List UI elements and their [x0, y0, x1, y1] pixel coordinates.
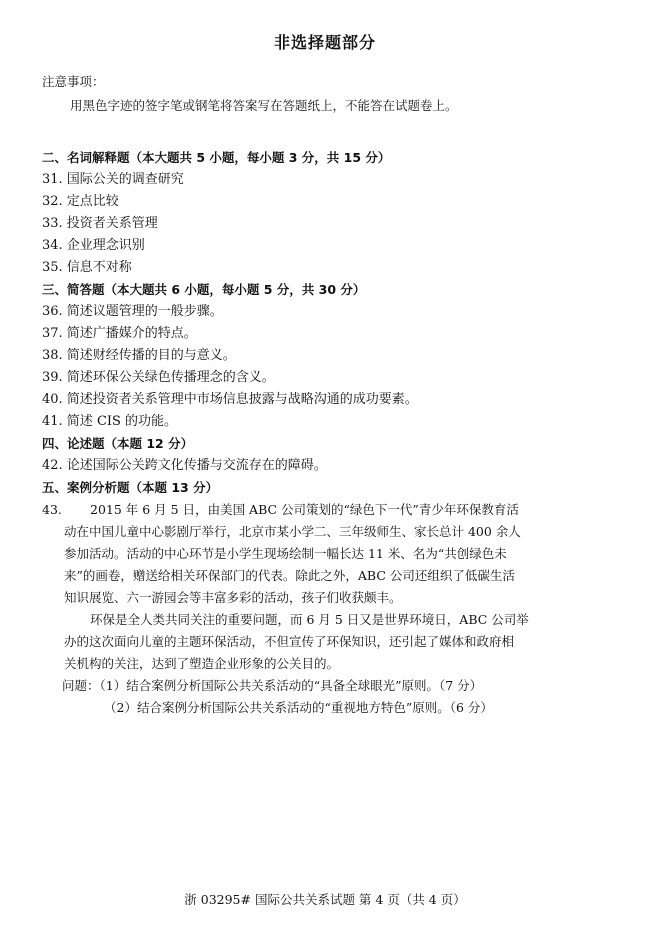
question-42: 42. 论述国际公关跨文化传播与交流存在的障碍。 — [42, 458, 327, 473]
question-38: 38. 简述财经传播的目的与意义。 — [42, 348, 236, 363]
question-33: 33. 投资者关系管理 — [42, 216, 158, 231]
case-line-7: 办的这次面向儿童的主题环保活动，不但宣传了环保知识，还引起了媒体和政府相 — [64, 634, 515, 649]
section-heading-terms: 二、名词解释题（本大题共 5 小题，每小题 3 分，共 15 分） — [42, 150, 391, 165]
question-37: 37. 简述广播媒介的特点。 — [42, 326, 197, 341]
section-heading-case: 五、案例分析题（本题 13 分） — [42, 480, 219, 495]
page-footer: 浙 03295# 国际公共关系试题 第 4 页（共 4 页） — [184, 892, 466, 907]
questions-body — [42, 147, 612, 719]
question-41: 41. 简述 CIS 的功能。 — [42, 414, 178, 429]
case-line-4: 来”的画卷，赠送给相关环保部门的代表。除此之外，ABC 公司还组织了低碳生活 — [64, 568, 515, 583]
section-heading-short-answer: 三、简答题（本大题共 6 小题，每小题 5 分，共 30 分） — [42, 282, 366, 297]
notice-label: 注意事项： — [42, 74, 105, 89]
case-question-43 — [42, 499, 612, 719]
section-heading-essay: 四、论述题（本题 12 分） — [42, 436, 194, 451]
question-39: 39. 简述环保公关绿色传播理念的含义。 — [42, 370, 275, 385]
question-34: 34. 企业理念识别 — [42, 238, 145, 253]
question-35: 35. 信息不对称 — [42, 260, 132, 275]
question-40: 40. 简述投资者关系管理中市场信息披露与战略沟通的成功要素。 — [42, 392, 418, 407]
case-question-2: （2）结合案例分析国际公共关系活动的“重视地方特色”原则。（6 分） — [104, 700, 493, 715]
case-question-1: 问题：（1）结合案例分析国际公共关系活动的“具备全球眼光”原则。（7 分） — [62, 678, 483, 693]
notice-text: 用黑色字迹的签字笔或钢笔将答案写在答题纸上，不能答在试题卷上。 — [70, 98, 458, 113]
case-line-5: 知识展览、六一游园会等丰富多彩的活动，孩子们收获颇丰。 — [64, 590, 402, 605]
case-line-6: 环保是全人类共同关注的重要问题，而 6 月 5 日又是世界环境日，ABC 公司举 — [90, 612, 529, 627]
question-31: 31. 国际公关的调查研究 — [42, 172, 184, 187]
case-line-3: 参加活动。活动的中心环节是小学生现场绘制一幅长达 11 米、名为“共创绿色未 — [64, 546, 507, 561]
question-43-number: 43. — [42, 502, 62, 517]
page-title: 非选择题部分 — [273, 33, 376, 52]
question-32: 32. 定点比较 — [42, 194, 119, 209]
case-line-8: 关机构的关注，达到了塑造企业形象的公关目的。 — [64, 656, 340, 671]
case-line-1: 2015 年 6 月 5 日，由美国 ABC 公司策划的“绿色下一代”青少年环保教育活 — [90, 502, 519, 517]
question-36: 36. 简述议题管理的一般步骤。 — [42, 304, 223, 319]
case-line-2: 动在中国儿童中心影剧厅举行，北京市某小学二、三年级师生、家长总计 400 余人 — [64, 524, 521, 539]
